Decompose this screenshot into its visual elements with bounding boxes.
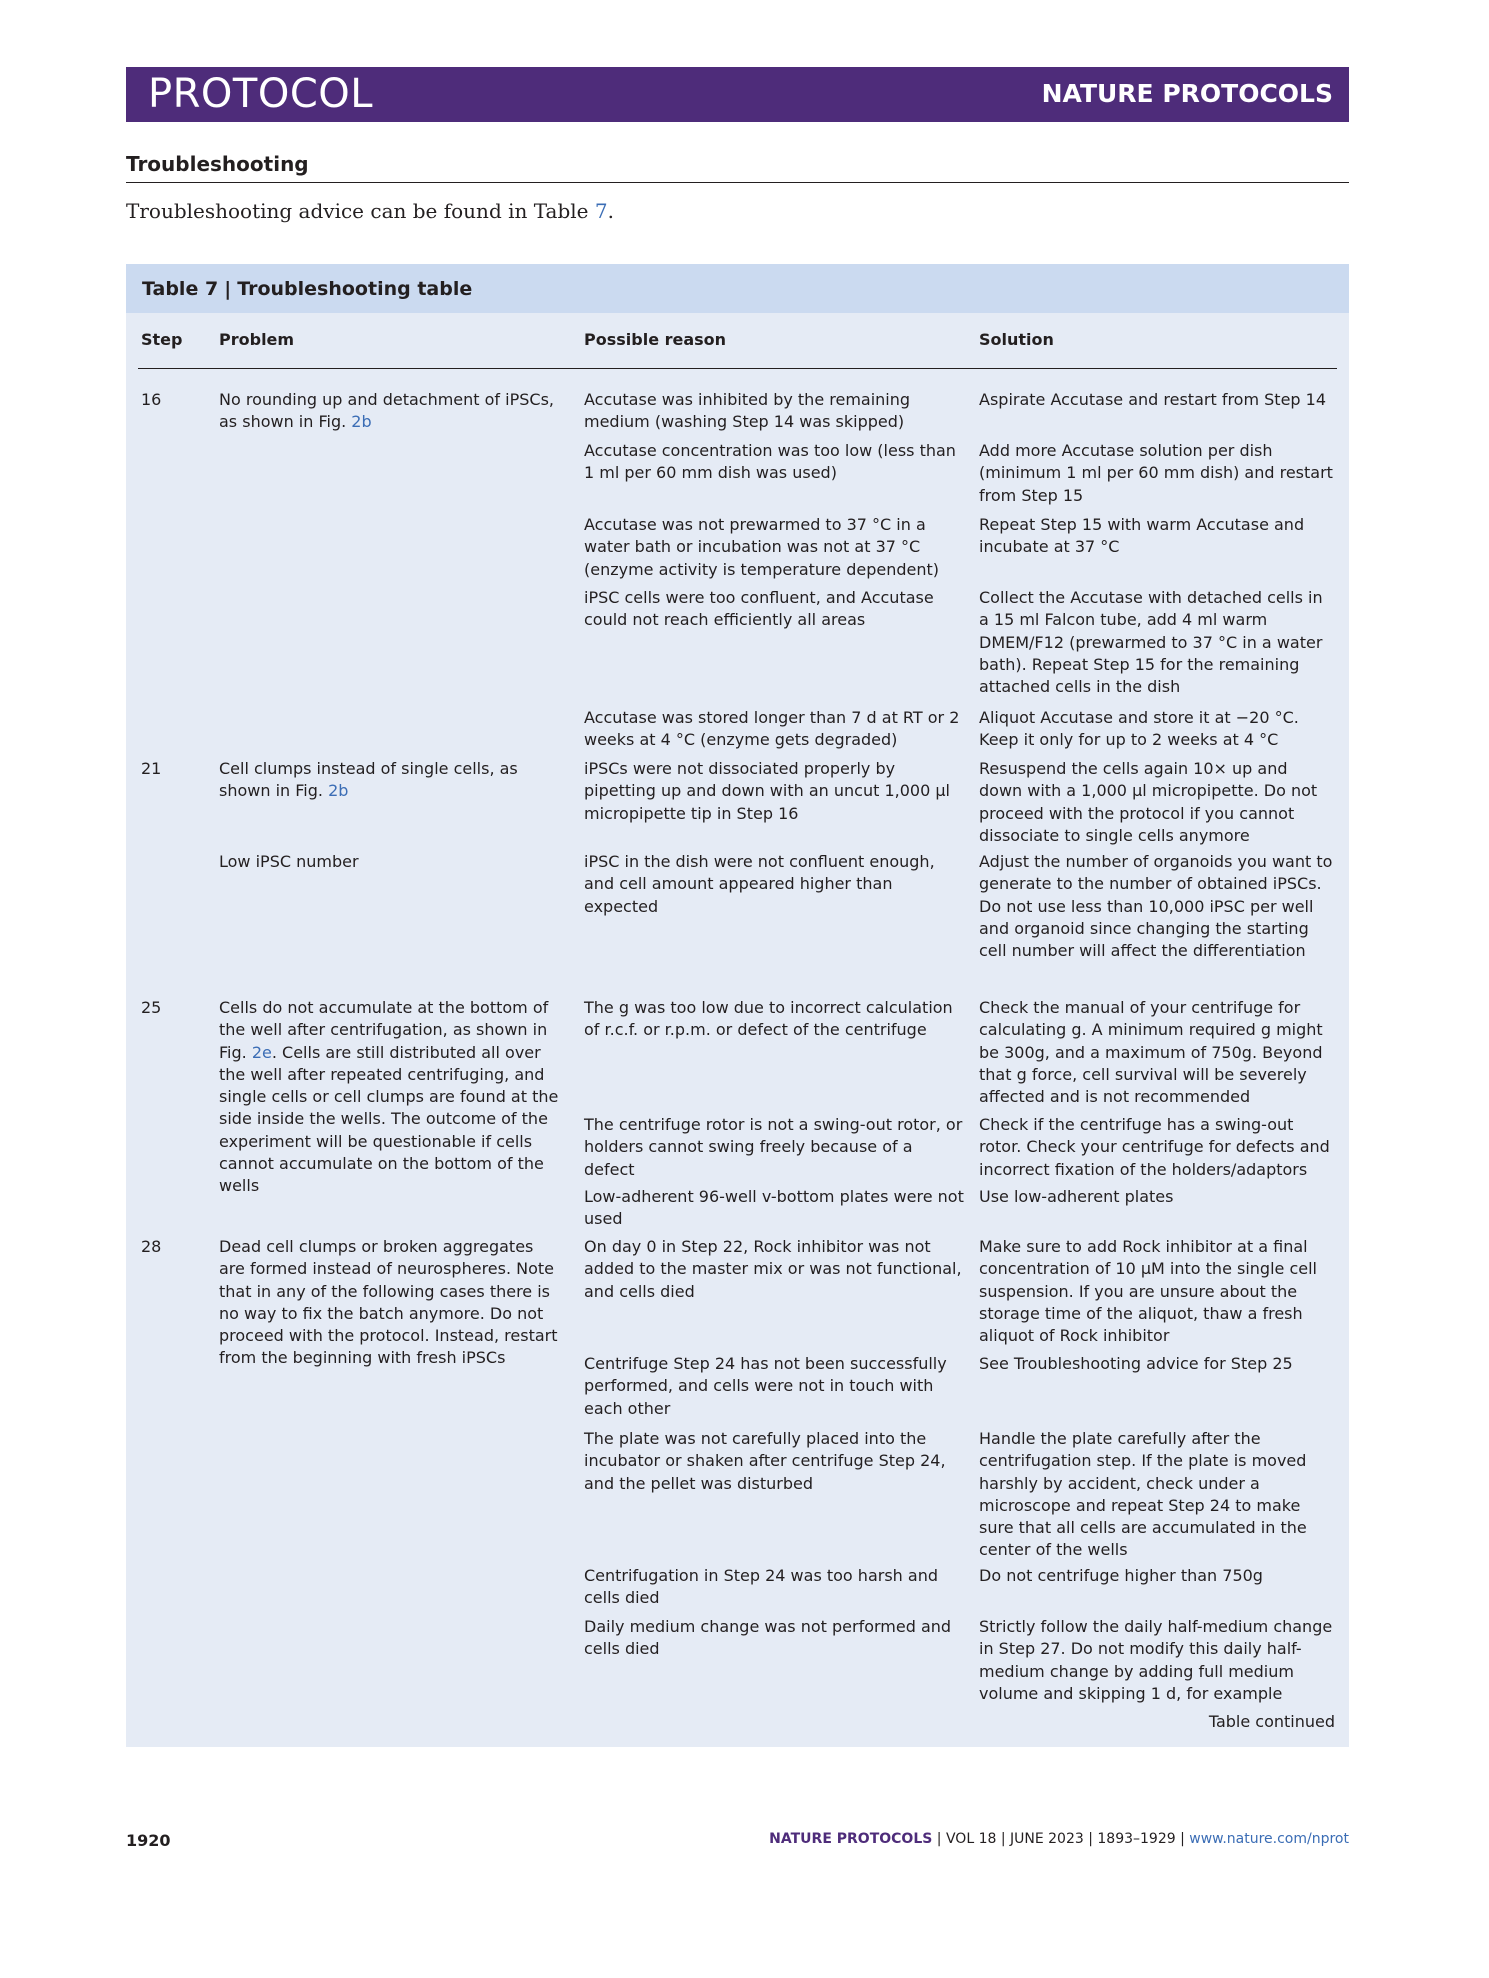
page-number: 1920 [126, 1831, 171, 1850]
solution-cell: Check the manual of your centrifuge for calculating g. A minimum required g might be 300g, and a maximum of 750g. Beyond that g force, cell survival will be severely affected and is not recommended [979, 998, 1323, 1107]
reason-cell: iPSC cells were too confluent, and Accutase could not reach efficiently all areas [584, 588, 934, 630]
solution-cell: See Troubleshooting advice for Step 25 [979, 1354, 1293, 1373]
reason-cell: Low-adherent 96-well v-bottom plates were not used [584, 1187, 964, 1229]
table-header-rule [138, 368, 1337, 369]
solution-cell: Strictly follow the daily half-medium change in Step 27. Do not modify this daily half-medium change by adding full medium volume and skipping 1 d, for example [979, 1617, 1333, 1703]
problem-cell: Dead cell clumps or broken aggregates are formed instead of neurospheres. Note that in any of the following cases there is no way to fix the batch anymore. Do not proceed with the protocol. Instead, restart from the beginning with fresh iPSCs [219, 1237, 558, 1368]
table-separator: | [224, 278, 232, 300]
problem-cell: No rounding up and detachment of iPSCs, as shown in Fig. 2b [219, 390, 554, 432]
reason-cell: Accutase was stored longer than 7 d at RT or 2 weeks at 4 °C (enzyme gets degraded) [584, 708, 960, 750]
reason-cell: The plate was not carefully placed into the incubator or shaken after centrifuge Step 24, and the pellet was disturbed [584, 1429, 946, 1493]
section-label: PROTOCOL [148, 71, 374, 117]
reason-cell: The centrifuge rotor is not a swing-out rotor, or holders cannot swing freely because of a defect [584, 1115, 963, 1179]
solution-cell: Adjust the number of organoids you want to generate to the number of obtained iPSCs. Do not use less than 10,000 iPSC per well and organoid since changing the starting cell number will affect the differentiation [979, 852, 1333, 961]
solution-cell: Add more Accutase solution per dish (minimum 1 ml per 60 mm dish) and restart from Step 15 [979, 441, 1333, 505]
table-title: Troubleshooting table [237, 278, 473, 300]
footer-citation [769, 1831, 1349, 1847]
table-ref-link[interactable]: 7 [594, 199, 608, 223]
reason-cell: iPSC in the dish were not confluent enough, and cell amount appeared higher than expected [584, 852, 935, 916]
section-divider [126, 182, 1349, 183]
table-caption-bar [126, 264, 1349, 313]
column-header-reason: Possible reason [584, 330, 727, 349]
intro-paragraph [126, 196, 614, 226]
solution-cell: Repeat Step 15 with warm Accutase and incubate at 37 °C [979, 515, 1305, 557]
footer-url-link[interactable]: www.nature.com/nprot [1189, 1831, 1349, 1847]
figure-ref-link[interactable]: 2b [351, 412, 372, 432]
troubleshooting-table [126, 264, 1349, 1747]
problem-cell: Low iPSC number [219, 852, 359, 871]
reason-cell: iPSCs were not dissociated properly by pipetting up and down with an uncut 1,000 µl micropipette tip in Step 16 [584, 759, 950, 823]
reason-cell: Centrifugation in Step 24 was too harsh and cells died [584, 1566, 938, 1608]
solution-cell: Resuspend the cells again 10× up and down with a 1,000 µl micropipette. Do not proceed with the protocol if you cannot dissociate to single cells anymore [979, 759, 1318, 845]
reason-cell: Centrifuge Step 24 has not been successfully performed, and cells were not in touch with each other [584, 1354, 947, 1418]
step-number: 16 [141, 390, 162, 409]
journal-name: NATURE PROTOCOLS [1041, 79, 1333, 108]
reason-cell: The g was too low due to incorrect calculation of r.c.f. or r.p.m. or defect of the centrifuge [584, 998, 953, 1040]
problem-cell: Cells do not accumulate at the bottom of the well after centrifugation, as shown in Fig. 2e. Cells are still distributed all over the well after repeated centrifuging, and single cells or cell clumps are found at the side inside the wells. The outcome of the experiment will be questionable if cells cannot accumulate on the bottom of the wells [219, 998, 559, 1196]
header-banner [126, 67, 1349, 122]
column-header-step: Step [141, 330, 183, 349]
figure-ref-link[interactable]: 2e [251, 1042, 272, 1062]
column-header-solution: Solution [979, 330, 1054, 349]
reason-cell: Accutase was inhibited by the remaining medium (washing Step 14 was skipped) [584, 390, 911, 432]
problem-cell: Cell clumps instead of single cells, as shown in Fig. 2b [219, 759, 518, 801]
column-header-problem: Problem [219, 330, 295, 349]
step-number: 21 [141, 759, 162, 778]
reason-cell: Accutase was not prewarmed to 37 °C in a water bath or incubation was not at 37 °C (enzyme activity is temperature dependent) [584, 515, 939, 579]
table-caption [142, 278, 472, 300]
intro-text: Troubleshooting advice can be found in Table [126, 199, 589, 223]
solution-cell: Make sure to add Rock inhibitor at a final concentration of 10 µM into the single cell suspension. If you are unsure about the storage time of the aliquot, thaw a fresh aliquot of Rock inhibitor [979, 1237, 1317, 1346]
solution-cell: Do not centrifuge higher than 750g [979, 1566, 1263, 1585]
table-label: Table 7 [142, 278, 219, 300]
reason-cell: On day 0 in Step 22, Rock inhibitor was not added to the master mix or was not functional, and cells died [584, 1237, 962, 1301]
solution-cell: Aliquot Accutase and store it at −20 °C. Keep it only for up to 2 weeks at 4 °C [979, 708, 1299, 750]
figure-ref-link[interactable]: 2b [328, 781, 349, 801]
intro-end: . [607, 199, 614, 223]
section-title: Troubleshooting [126, 152, 309, 176]
solution-cell: Check if the centrifuge has a swing-out rotor. Check your centrifuge for defects and incorrect fixation of the holders/adaptors [979, 1115, 1330, 1179]
table-continued-note: Table continued [1208, 1712, 1335, 1731]
solution-cell: Handle the plate carefully after the centrifugation step. If the plate is moved harshly by accident, check under a microscope and repeat Step 24 to make sure that all cells are accumulated in the center of the wells [979, 1429, 1307, 1560]
reason-cell: Accutase concentration was too low (less than 1 ml per 60 mm dish was used) [584, 441, 956, 483]
footer-journal: NATURE PROTOCOLS [769, 1831, 933, 1847]
reason-cell: Daily medium change was not performed and cells died [584, 1617, 952, 1659]
solution-cell: Aspirate Accutase and restart from Step 14 [979, 390, 1327, 409]
solution-cell: Collect the Accutase with detached cells in a 15 ml Falcon tube, add 4 ml warm DMEM/F12 (prewarmed to 37 °C in a water bath). Repeat Step 15 for the remaining attached cells in the dish [979, 588, 1323, 697]
footer-volume-info: | VOL 18 | JUNE 2023 | 1893–1929 | [936, 1831, 1185, 1847]
solution-cell: Use low-adherent plates [979, 1187, 1174, 1206]
step-number: 28 [141, 1237, 162, 1256]
step-number: 25 [141, 998, 162, 1017]
